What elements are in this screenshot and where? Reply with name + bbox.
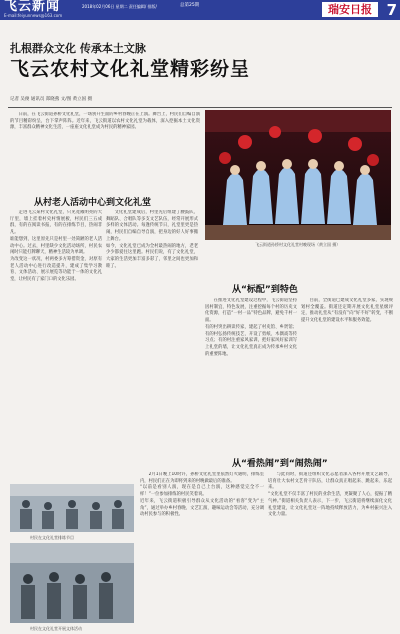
section-1-title: 从村老人活动中心到文化礼堂: [34, 198, 152, 208]
section-3-col-1: 2月1日晚上10时许，孙桥文化礼堂里依然灯火通明，排练室内，村民们正在为即将到来的村晚做最后的准备。 “以前是看别人演，现在是自己上台演，这种感觉完全不一样！”一位参加排练的村民笑着说。 近年来，飞云街道积极引导群众从文化活动的“看客”变为“主角”，通过举办乡村春晚、文艺汇演、趣味运动会等活动，充分调动村民参与的积极性。: [140, 472, 264, 518]
section-1-col-1: 走进飞云某村文化礼堂，只见宽敞明亮的大厅里，墙上挂着村史村情展板，村民们三五成群，有的在阅读书报，有的在排练节目，热闹非凡。 谁能想到，这里原先只是村里一处简陋的老人活动中心。过去，村里缺少文化活动场所，村民农闲时只能打牌聊天，精神生活较为单调。 为改变这一状况，村两委多方筹措资金，对原有老人活动中心进行改造提升，建成了集学习教育、文体活动、展示展览等功能于一体的文化礼堂，让村民有了家门口的文化乐园。: [10, 210, 102, 283]
section-2-title: 从“标配”到特色: [232, 285, 298, 295]
main-photo-image: [205, 110, 391, 240]
photo-3: [10, 543, 134, 623]
page-header: [0, 0, 400, 20]
page-number: 7: [386, 1, 397, 19]
photo-2-caption: 村民在文化礼堂排练节目: [30, 535, 74, 540]
section-title: 飞云新闻: [4, 0, 61, 14]
article-kicker: 扎根群众文化 传承本土文脉: [10, 42, 146, 55]
article-headline: 飞云农村文化礼堂精彩纷呈: [10, 58, 251, 80]
article-byline: 记者 吴俊 通讯员 郑晓燕 文/图 黄立国 摄: [10, 97, 93, 102]
photo-2-image: [10, 484, 134, 532]
main-photo-caption: 飞云街道孙桥村文化礼堂村晚现场（黄立国 摄）: [255, 242, 341, 247]
photo-3-image: [10, 543, 134, 623]
newspaper-logo: 瑞安日报: [322, 2, 378, 17]
photo-2: [10, 484, 134, 532]
section-email: E-mail:feiyunnews@163.com: [4, 13, 63, 18]
issue-meta: 2018年02月06日 星期二 责任编辑/ 排版/: [82, 4, 157, 9]
article-intro: 日前，在飞云街道孙桥文化礼堂，一场别开生面的乡村春晚正在上演。舞台上，村民们自编自演的节目精彩纷呈，台下掌声阵阵。近年来，飞云街道以农村文化礼堂为载体，深入挖掘本土文化资源，丰富群众精神文化生活，一座座文化礼堂成为村民的精神家园。: [10, 112, 200, 131]
section-2-col-2: 目前，全街道已建成文化礼堂多家，实现规划村全覆盖。街道还定期开展文化礼堂星级评定，推动礼堂从“有没有”向“好不好”转变，不断提升文化礼堂的建设水平和服务效能。: [301, 298, 393, 324]
issue-number: 总第25期: [180, 3, 200, 8]
section-3-title: 从“看热闹”到“闹热闹”: [232, 459, 328, 469]
divider: [8, 107, 392, 108]
photo-3-caption: 村民在文化礼堂开展文体活动: [30, 626, 82, 631]
section-1-col-2: 文化礼堂建成后，村里先后组建了腰鼓队、舞蹈队、合唱队等多支文艺队伍，经常开展形式多样的文体活动。每逢传统节日，礼堂里更是热闹，村民们自编自导自演，把身边的好人好事搬上舞台。 如今，文化礼堂已成为全村最热闹的地方，老老少少都爱往这里跑。村民们说，有了文化礼堂，大家的生活更加丰富多彩了，邻里之间也更加和睦了。: [106, 210, 198, 269]
section-2-col-1: 在推进文化礼堂建设过程中，飞云街道坚持因村制宜、特色发展，注重挖掘每个村的历史文化资源，打造“一村一品”特色品牌，避免千村一面。 有的村突出耕读传家，建起了村史馆、乡贤馆；有的村弘扬传统技艺，开设了剪纸、木偶戏等传习点；有的村注重家风家训，把好家风好家训写上礼堂的墙，让文化礼堂真正成为传承乡村文化的重要阵地。: [205, 298, 297, 357]
main-photo: [205, 110, 391, 240]
section-3-col-2: 与此同时，街道还组织文化志愿者深入各村开展文艺辅导，培育壮大农村文艺骨干队伍，让群众真正唱起来、跳起来、乐起来。 “文化礼堂不仅丰富了村民的业余生活，更凝聚了人心，提振了精气神。”街道相关负责人表示，下一步，飞云街道将继续深化文化礼堂建设，让文化礼堂这一阵地持续释放活力，为乡村振兴注入文化力量。: [268, 472, 392, 518]
